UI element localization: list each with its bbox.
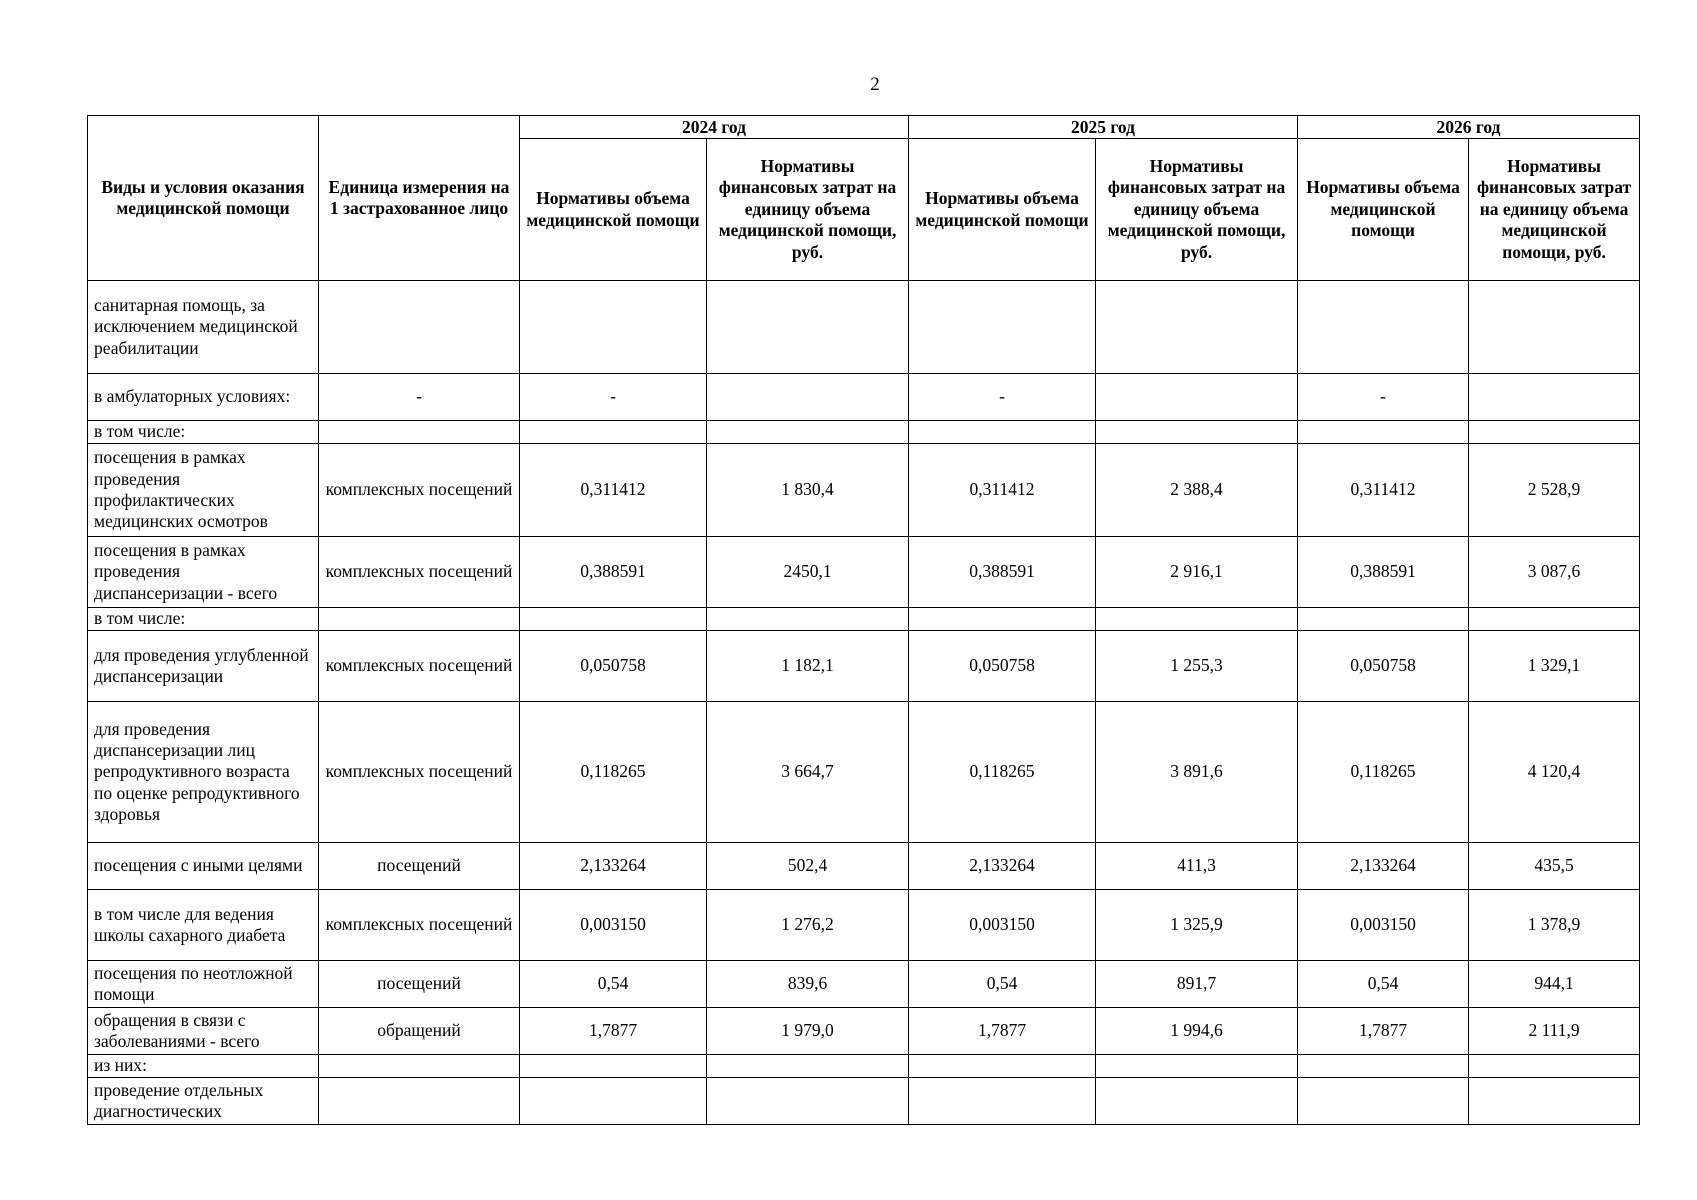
table-row bbox=[88, 374, 1640, 421]
row-unit: комплексных посещений bbox=[319, 444, 520, 537]
row-cost-2026: 2 528,9 bbox=[1469, 444, 1640, 537]
table-row bbox=[88, 1078, 1640, 1125]
row-cost-2024: 3 664,7 bbox=[707, 702, 909, 843]
row-volume-2025: 0,388591 bbox=[909, 537, 1096, 608]
row-volume-2024 bbox=[520, 1078, 707, 1125]
row-volume-2025: - bbox=[909, 374, 1096, 421]
row-cost-2026: 2 111,9 bbox=[1469, 1008, 1640, 1055]
row-name: из них: bbox=[88, 1055, 319, 1078]
row-cost-2024: 1 830,4 bbox=[707, 444, 909, 537]
table-header bbox=[88, 116, 1640, 281]
row-volume-2025: 0,54 bbox=[909, 961, 1096, 1008]
table-row bbox=[88, 444, 1640, 537]
row-unit: обращений bbox=[319, 1008, 520, 1055]
row-volume-2024: - bbox=[520, 374, 707, 421]
row-name: посещения с иными целями bbox=[88, 843, 319, 890]
row-volume-2026: 0,050758 bbox=[1298, 631, 1469, 702]
row-volume-2026: 0,54 bbox=[1298, 961, 1469, 1008]
row-name: посещения по неотложной помощи bbox=[88, 961, 319, 1008]
row-volume-2024: 1,7877 bbox=[520, 1008, 707, 1055]
row-unit: посещений bbox=[319, 961, 520, 1008]
row-name: в том числе для ведения школы сахарного диабета bbox=[88, 890, 319, 961]
row-name: обращения в связи с заболеваниями - всего bbox=[88, 1008, 319, 1055]
table-row bbox=[88, 608, 1640, 631]
row-volume-2025: 0,050758 bbox=[909, 631, 1096, 702]
row-cost-2026: 1 378,9 bbox=[1469, 890, 1640, 961]
row-cost-2025 bbox=[1096, 421, 1298, 444]
row-volume-2024: 0,118265 bbox=[520, 702, 707, 843]
row-cost-2025 bbox=[1096, 1055, 1298, 1078]
row-name: для проведения углубленной диспансеризации bbox=[88, 631, 319, 702]
header-volume-2025: Нормативы объема медицинской помощи bbox=[909, 139, 1096, 281]
row-name: в том числе: bbox=[88, 608, 319, 631]
row-cost-2025: 3 891,6 bbox=[1096, 702, 1298, 843]
row-volume-2026 bbox=[1298, 608, 1469, 631]
table-row bbox=[88, 843, 1640, 890]
row-cost-2024 bbox=[707, 374, 909, 421]
header-year-2024: 2024 год bbox=[520, 116, 909, 139]
row-volume-2024: 0,003150 bbox=[520, 890, 707, 961]
header-cost-2025: Нормативы финансовых затрат на единицу объема медицинской помощи, руб. bbox=[1096, 139, 1298, 281]
row-volume-2024: 0,54 bbox=[520, 961, 707, 1008]
header-cost-2026: Нормативы финансовых затрат на единицу объема медицинской помощи, руб. bbox=[1469, 139, 1640, 281]
row-volume-2026: 1,7877 bbox=[1298, 1008, 1469, 1055]
row-cost-2026 bbox=[1469, 281, 1640, 374]
table-row bbox=[88, 281, 1640, 374]
row-cost-2024 bbox=[707, 281, 909, 374]
row-cost-2025: 1 994,6 bbox=[1096, 1008, 1298, 1055]
row-cost-2024 bbox=[707, 1078, 909, 1125]
row-unit bbox=[319, 421, 520, 444]
row-unit: комплексных посещений bbox=[319, 631, 520, 702]
row-volume-2026: 0,003150 bbox=[1298, 890, 1469, 961]
row-name: посещения в рамках проведения профилактических медицинских осмотров bbox=[88, 444, 319, 537]
row-cost-2025: 1 255,3 bbox=[1096, 631, 1298, 702]
row-unit bbox=[319, 608, 520, 631]
row-cost-2025: 891,7 bbox=[1096, 961, 1298, 1008]
row-volume-2025 bbox=[909, 281, 1096, 374]
row-volume-2025 bbox=[909, 1078, 1096, 1125]
row-cost-2025 bbox=[1096, 374, 1298, 421]
row-volume-2025 bbox=[909, 1055, 1096, 1078]
header-cost-2024: Нормативы финансовых затрат на единицу объема медицинской помощи, руб. bbox=[707, 139, 909, 281]
row-cost-2026 bbox=[1469, 1078, 1640, 1125]
row-unit: комплексных посещений bbox=[319, 890, 520, 961]
row-name: проведение отдельных диагностических bbox=[88, 1078, 319, 1125]
row-cost-2024: 502,4 bbox=[707, 843, 909, 890]
row-cost-2026: 4 120,4 bbox=[1469, 702, 1640, 843]
row-cost-2026: 1 329,1 bbox=[1469, 631, 1640, 702]
row-cost-2024: 1 276,2 bbox=[707, 890, 909, 961]
table-row bbox=[88, 537, 1640, 608]
row-volume-2025 bbox=[909, 421, 1096, 444]
row-volume-2026: - bbox=[1298, 374, 1469, 421]
row-cost-2026 bbox=[1469, 1055, 1640, 1078]
norms-table bbox=[87, 115, 1640, 1125]
row-cost-2024: 2450,1 bbox=[707, 537, 909, 608]
row-unit bbox=[319, 1055, 520, 1078]
row-cost-2024 bbox=[707, 421, 909, 444]
header-year-2026: 2026 год bbox=[1298, 116, 1640, 139]
row-volume-2026 bbox=[1298, 1078, 1469, 1125]
row-volume-2024 bbox=[520, 1055, 707, 1078]
row-cost-2026: 944,1 bbox=[1469, 961, 1640, 1008]
row-cost-2025 bbox=[1096, 608, 1298, 631]
row-volume-2024 bbox=[520, 281, 707, 374]
row-cost-2025: 2 916,1 bbox=[1096, 537, 1298, 608]
row-cost-2024 bbox=[707, 608, 909, 631]
row-name: посещения в рамках проведения диспансеризации - всего bbox=[88, 537, 319, 608]
table-row bbox=[88, 631, 1640, 702]
row-volume-2025: 1,7877 bbox=[909, 1008, 1096, 1055]
table-row bbox=[88, 1008, 1640, 1055]
row-volume-2026: 0,388591 bbox=[1298, 537, 1469, 608]
row-unit: комплексных посещений bbox=[319, 537, 520, 608]
page-number: 2 bbox=[870, 74, 880, 95]
header-year-2025: 2025 год bbox=[909, 116, 1298, 139]
row-volume-2026 bbox=[1298, 1055, 1469, 1078]
row-volume-2025: 0,118265 bbox=[909, 702, 1096, 843]
row-cost-2026 bbox=[1469, 608, 1640, 631]
row-unit bbox=[319, 281, 520, 374]
row-volume-2025 bbox=[909, 608, 1096, 631]
row-volume-2024: 2,133264 bbox=[520, 843, 707, 890]
row-cost-2026: 435,5 bbox=[1469, 843, 1640, 890]
row-cost-2024 bbox=[707, 1055, 909, 1078]
table-row bbox=[88, 890, 1640, 961]
table-row bbox=[88, 1055, 1640, 1078]
row-unit bbox=[319, 1078, 520, 1125]
row-unit: - bbox=[319, 374, 520, 421]
row-volume-2025: 2,133264 bbox=[909, 843, 1096, 890]
row-volume-2025: 0,311412 bbox=[909, 444, 1096, 537]
row-cost-2026 bbox=[1469, 421, 1640, 444]
row-cost-2026: 3 087,6 bbox=[1469, 537, 1640, 608]
row-cost-2025 bbox=[1096, 1078, 1298, 1125]
row-volume-2024 bbox=[520, 421, 707, 444]
row-volume-2026 bbox=[1298, 421, 1469, 444]
row-cost-2026 bbox=[1469, 374, 1640, 421]
row-unit: посещений bbox=[319, 843, 520, 890]
row-name: санитарная помощь, за исключением медицинской реабилитации bbox=[88, 281, 319, 374]
row-cost-2025: 2 388,4 bbox=[1096, 444, 1298, 537]
table-row bbox=[88, 961, 1640, 1008]
table-body bbox=[88, 281, 1640, 1125]
header-volume-2024: Нормативы объема медицинской помощи bbox=[520, 139, 707, 281]
table-row bbox=[88, 421, 1640, 444]
row-cost-2025 bbox=[1096, 281, 1298, 374]
row-volume-2026: 0,118265 bbox=[1298, 702, 1469, 843]
row-name: в амбулаторных условиях: bbox=[88, 374, 319, 421]
row-volume-2025: 0,003150 bbox=[909, 890, 1096, 961]
header-col-unit: Единица измерения на 1 застрахованное лицо bbox=[319, 116, 520, 281]
row-name: для проведения диспансеризации лиц репродуктивного возраста по оценке репродуктивного здоровья bbox=[88, 702, 319, 843]
header-col-type: Виды и условия оказания медицинской помощи bbox=[88, 116, 319, 281]
row-cost-2025: 1 325,9 bbox=[1096, 890, 1298, 961]
table-row bbox=[88, 702, 1640, 843]
row-volume-2024: 0,050758 bbox=[520, 631, 707, 702]
row-cost-2024: 1 979,0 bbox=[707, 1008, 909, 1055]
row-volume-2026 bbox=[1298, 281, 1469, 374]
row-cost-2024: 1 182,1 bbox=[707, 631, 909, 702]
row-cost-2024: 839,6 bbox=[707, 961, 909, 1008]
row-volume-2026: 0,311412 bbox=[1298, 444, 1469, 537]
row-name: в том числе: bbox=[88, 421, 319, 444]
row-volume-2024 bbox=[520, 608, 707, 631]
header-volume-2026: Нормативы объема медицинской помощи bbox=[1298, 139, 1469, 281]
row-volume-2024: 0,388591 bbox=[520, 537, 707, 608]
row-volume-2024: 0,311412 bbox=[520, 444, 707, 537]
row-volume-2026: 2,133264 bbox=[1298, 843, 1469, 890]
row-unit: комплексных посещений bbox=[319, 702, 520, 843]
row-cost-2025: 411,3 bbox=[1096, 843, 1298, 890]
